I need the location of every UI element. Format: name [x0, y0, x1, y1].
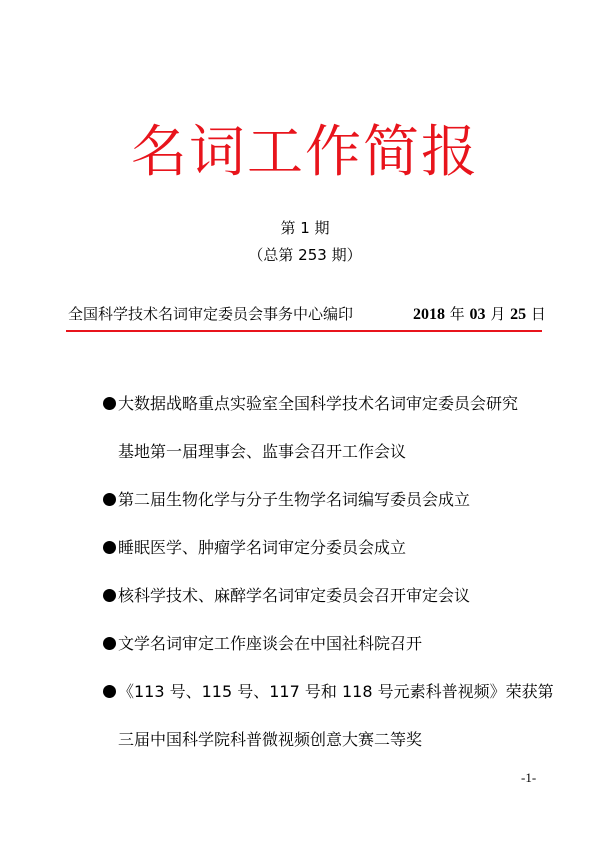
bullet-icon	[103, 589, 116, 602]
date-year-char: 年	[445, 305, 470, 323]
header-divider-rule	[66, 330, 542, 332]
list-item	[103, 620, 553, 668]
list-item-text: 睡眠医学、肿瘤学名词审定分委员会成立	[118, 538, 407, 557]
date-month: 03	[469, 306, 486, 323]
issue-number: 第 1 期	[280, 219, 330, 237]
bullet-icon	[103, 637, 116, 650]
publisher-line: 全国科学技术名词审定委员会事务中心编印	[68, 305, 354, 323]
bulletin-title: 名词工作简报	[131, 120, 479, 185]
list-item	[103, 476, 553, 524]
date-month-char: 月	[485, 305, 511, 323]
list-item-text: 第二届生物化学与分子生物学名词编写委员会成立	[118, 490, 471, 509]
publication-date	[413, 303, 546, 326]
bullet-icon	[103, 685, 116, 698]
list-item-text: 大数据战略重点实验室全国科学技术名词审定委员会研究	[118, 394, 519, 413]
list-item-text-continued: 基地第一届理事会、监事会召开工作会议	[118, 442, 407, 461]
list-item	[103, 572, 553, 620]
bullet-icon	[103, 397, 116, 410]
list-item	[103, 668, 553, 764]
date-year: 2018	[413, 306, 445, 323]
list-item	[103, 380, 553, 476]
date-day-char: 日	[526, 305, 546, 323]
list-item-text: 《113 号、115 号、117 号和 118 号元素科普视频》荣获第	[118, 682, 554, 701]
bullet-icon	[103, 493, 116, 506]
bullet-icon	[103, 541, 116, 554]
list-item-text: 核科学技术、麻醉学名词审定委员会召开审定会议	[118, 586, 471, 605]
page-number: -1-	[521, 770, 537, 785]
list-item-text: 文学名词审定工作座谈会在中国社科院召开	[118, 634, 423, 653]
total-issue-number: （总第 253 期）	[248, 246, 362, 264]
list-item	[103, 524, 553, 572]
list-item-text-continued: 三届中国科学院科普微视频创意大赛二等奖	[118, 730, 423, 749]
date-day: 25	[510, 306, 527, 323]
contents-list	[103, 380, 553, 764]
